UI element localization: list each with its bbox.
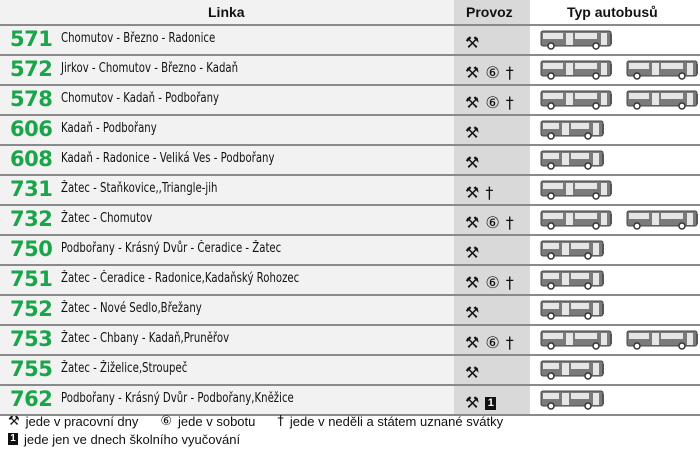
table-row xyxy=(0,116,700,146)
school-days-icon: 1 xyxy=(485,397,496,410)
table-row xyxy=(0,296,700,326)
bus-types xyxy=(540,90,700,115)
line-route: Žatec - Chbany - Kadaň,Pruněřov xyxy=(61,331,230,346)
line-number: 751 xyxy=(10,267,53,291)
table-row xyxy=(0,26,700,56)
line-route: Podbořany - Krásný Dvůr - Podbořany,Kněžice xyxy=(61,391,294,406)
legend-saturday: ⑥ jede v sobotu xyxy=(160,413,256,429)
bus-long-icon xyxy=(540,210,614,235)
bus-short-icon xyxy=(540,270,606,295)
school-days-icon: 1 xyxy=(8,433,18,445)
operation-days xyxy=(465,335,514,351)
hammers-icon: ⚒ xyxy=(465,93,480,112)
hammers-icon: ⚒ xyxy=(465,63,480,82)
table-row xyxy=(0,86,700,116)
circled-six-icon: ⑥ xyxy=(160,413,173,429)
line-route: Žatec - Chomutov xyxy=(61,211,153,226)
bus-types xyxy=(540,270,606,295)
header-provoz: Provoz xyxy=(466,4,513,20)
bus-types xyxy=(540,30,614,55)
legend-sunday: † jede v neděli a státem uznané svátky xyxy=(277,413,504,429)
circled-six-icon: ⑥ xyxy=(485,273,500,292)
table-body xyxy=(0,26,700,416)
bus-short-icon xyxy=(540,300,606,325)
hammers-icon: ⚒ xyxy=(465,213,480,232)
legend-workdays: ⚒ jede v pracovní dny xyxy=(8,413,139,429)
bus-long-icon xyxy=(626,330,700,355)
line-number: 572 xyxy=(10,57,53,81)
table-row xyxy=(0,236,700,266)
bus-short-icon xyxy=(540,150,606,175)
bus-types xyxy=(540,330,700,355)
line-route: Žatec - Nové Sedlo,Břežany xyxy=(61,301,202,316)
line-route: Žatec - Žiželice,Stroupeč xyxy=(61,361,188,376)
line-number: 762 xyxy=(10,387,53,411)
cross-icon: † xyxy=(505,213,514,232)
line-route: Podbořany - Krásný Dvůr - Čeradice - Žatec xyxy=(61,241,282,256)
cross-icon: † xyxy=(485,183,494,202)
bus-types xyxy=(540,60,700,85)
line-route: Chomutov - Březno - Radonice xyxy=(61,31,216,46)
hammers-icon: ⚒ xyxy=(465,123,480,142)
cross-icon: † xyxy=(505,333,514,352)
circled-six-icon: ⑥ xyxy=(485,93,500,112)
operation-days xyxy=(465,65,514,81)
line-route: Chomutov - Kadaň - Podbořany xyxy=(61,91,220,106)
hammers-icon: ⚒ xyxy=(465,333,480,352)
bus-short-icon xyxy=(540,240,606,265)
line-number: 750 xyxy=(10,237,53,261)
bus-long-icon xyxy=(540,90,614,115)
line-route: Kadaň - Podbořany xyxy=(61,121,157,136)
cross-icon: † xyxy=(277,413,284,429)
header-linka: Linka xyxy=(208,4,245,20)
bus-types xyxy=(540,390,606,415)
table-row xyxy=(0,356,700,386)
bus-long-icon xyxy=(540,180,614,205)
bus-long-icon xyxy=(626,210,700,235)
line-route: Žatec - Staňkovice,,Triangle-jih xyxy=(61,181,218,196)
legend xyxy=(8,412,503,448)
operation-days xyxy=(465,275,514,291)
table-row xyxy=(0,206,700,236)
bus-types xyxy=(540,210,700,235)
hammers-icon: ⚒ xyxy=(465,183,480,202)
line-number: 732 xyxy=(10,207,53,231)
bus-types xyxy=(540,360,606,385)
hammers-icon: ⚒ xyxy=(465,303,480,322)
bus-types xyxy=(540,180,614,205)
hammers-icon: ⚒ xyxy=(465,363,480,382)
line-route: Kadaň - Radonice - Veliká Ves - Podbořany xyxy=(61,151,275,166)
legend-school: 1 jede jen ve dnech školního vyučování xyxy=(8,432,240,447)
line-number: 571 xyxy=(10,27,53,51)
operation-days xyxy=(465,305,479,321)
line-number: 608 xyxy=(10,147,53,171)
bus-long-icon xyxy=(626,60,700,85)
hammers-icon: ⚒ xyxy=(8,413,20,429)
table-row xyxy=(0,176,700,206)
line-route: Žatec - Čeradice - Radonice,Kadaňský Rohozec xyxy=(61,271,300,286)
line-number: 606 xyxy=(10,117,53,141)
bus-types xyxy=(540,150,606,175)
bus-long-icon xyxy=(540,30,614,55)
circled-six-icon: ⑥ xyxy=(485,333,500,352)
bus-long-icon xyxy=(540,60,614,85)
line-number: 755 xyxy=(10,357,53,381)
bus-types xyxy=(540,240,606,265)
table-header xyxy=(0,0,700,26)
cross-icon: † xyxy=(505,93,514,112)
operation-days xyxy=(465,245,479,261)
operation-days xyxy=(465,155,479,171)
hammers-icon: ⚒ xyxy=(465,153,480,172)
line-number: 731 xyxy=(10,177,53,201)
bus-types xyxy=(540,300,606,325)
bus-short-icon xyxy=(540,120,606,145)
bus-long-icon xyxy=(540,330,614,355)
circled-six-icon: ⑥ xyxy=(485,213,500,232)
hammers-icon: ⚒ xyxy=(465,33,480,52)
table-row xyxy=(0,266,700,296)
line-number: 753 xyxy=(10,327,53,351)
operation-days xyxy=(465,215,514,231)
line-route: Jirkov - Chomutov - Březno - Kadaň xyxy=(61,61,239,76)
operation-days xyxy=(465,35,479,51)
circled-six-icon: ⑥ xyxy=(485,63,500,82)
operation-days xyxy=(465,95,514,111)
bus-short-icon xyxy=(540,360,606,385)
header-typ-autobusu: Typ autobusů xyxy=(567,4,658,20)
bus-types xyxy=(540,120,606,145)
line-number: 578 xyxy=(10,87,53,111)
hammers-icon: ⚒ xyxy=(465,243,480,262)
operation-days xyxy=(465,365,479,381)
hammers-icon: ⚒ xyxy=(465,273,480,292)
line-number: 752 xyxy=(10,297,53,321)
bus-short-icon xyxy=(540,390,606,415)
cross-icon: † xyxy=(505,273,514,292)
operation-days xyxy=(465,125,479,141)
hammers-icon: ⚒ xyxy=(465,393,480,412)
table-row xyxy=(0,56,700,86)
table-row xyxy=(0,326,700,356)
operation-days xyxy=(465,185,493,201)
cross-icon: † xyxy=(505,63,514,82)
table-row xyxy=(0,146,700,176)
operation-days xyxy=(465,395,496,411)
bus-long-icon xyxy=(626,90,700,115)
